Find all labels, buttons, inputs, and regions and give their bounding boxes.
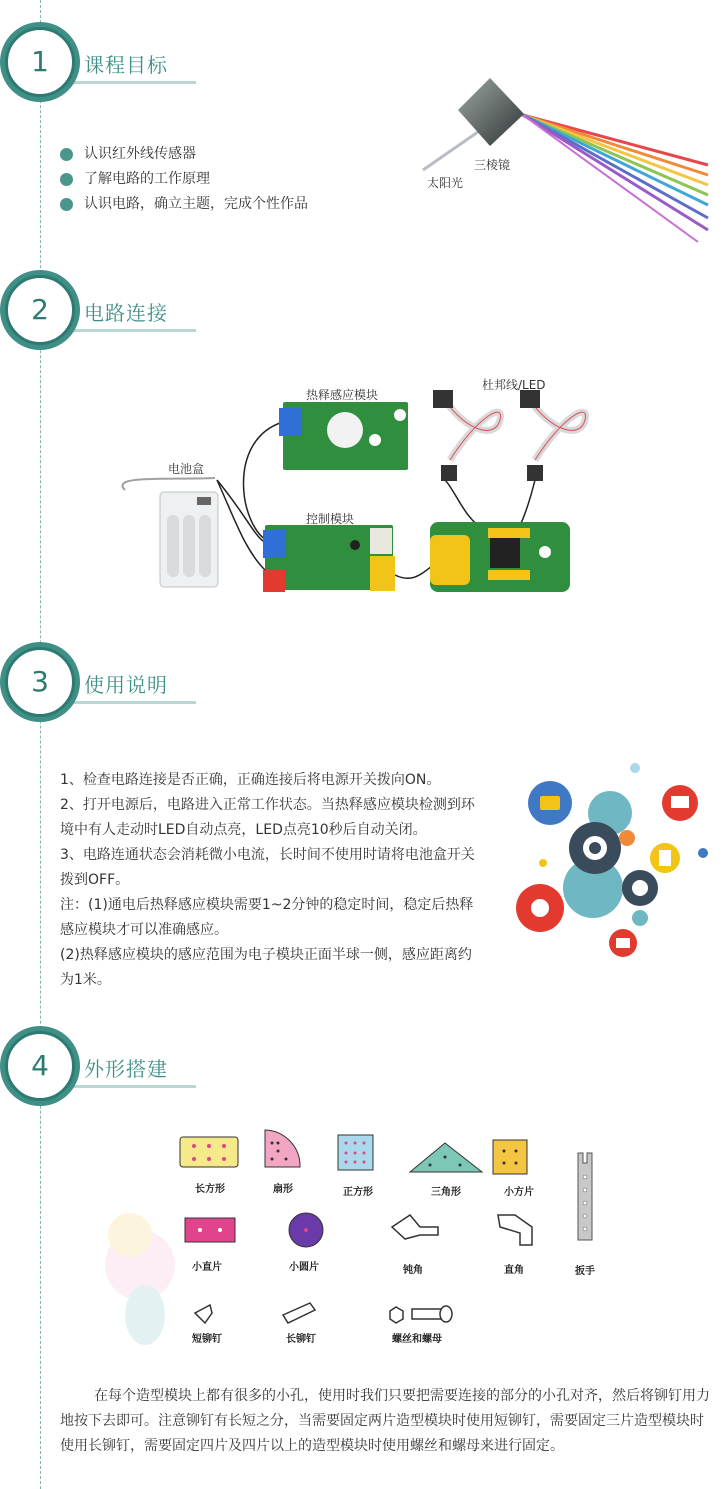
section-number: 2 <box>31 293 49 326</box>
section-title: 电路连接 <box>84 301 168 325</box>
section-header-3 <box>0 642 220 722</box>
usage-note: 注：(1)通电后热释感应模块需要1~2分钟的稳定时间，稳定后热释感应模块才可以准确感应。 <box>60 897 474 938</box>
small-square-piece <box>493 1140 527 1174</box>
right-angle-piece <box>498 1215 532 1245</box>
shape-label-strip: 小直片 <box>192 1262 222 1273</box>
usage-instructions <box>60 768 480 993</box>
usage-item: 1、检查电路连接是否正确，正确连接后将电源开关拨向ON。 <box>60 772 441 788</box>
shape-label-circle: 小圆片 <box>289 1262 319 1273</box>
gears-illustration <box>515 758 715 958</box>
shape-label-short-rivet: 短铆钉 <box>192 1334 222 1345</box>
nut-piece <box>390 1307 403 1323</box>
description-paragraph: 在每个造型模块上都有很多的小孔，使用时我们只要把需要连接的部分的小孔对齐，然后将铆钉用力地按下去即可。注意铆钉有长短之分，当需要固定两片造型模块时使用短铆钉，需要固定三片造型模块时使用长铆钉，需要固定四片及四片以上的造型模块时使用螺丝和螺母来进行固定。 <box>60 1388 710 1454</box>
battery-box-label: 电池盒 <box>168 462 205 476</box>
pir-module-label: 热释感应模块 <box>306 388 379 402</box>
shape-label-long-rivet: 长铆钉 <box>286 1334 316 1345</box>
shape-label-rect: 长方形 <box>195 1184 225 1195</box>
usage-note: (2)热释感应模块的感应范围为电子模块正面半球一侧，感应距离约为1米。 <box>60 947 472 988</box>
usage-item: 2、打开电源后，电路进入正常工作状态。当热释感应模块检测到环境中有人走动时LED自动点亮，LED点亮10秒后自动关闭。 <box>60 797 475 838</box>
usage-item: 3、电路连通状态会消耗微小电流，长时间不使用时请将电池盒开关拨到OFF。 <box>60 847 475 888</box>
prism-label: 三棱镜 <box>474 158 511 172</box>
shape-label-wrench: 扳手 <box>575 1266 595 1277</box>
shapes-illustration <box>100 1115 620 1350</box>
section-header-1 <box>0 22 220 102</box>
bullet-icon <box>60 173 73 186</box>
list-item: 认识电路，确立主题，完成个性作品 <box>60 192 308 217</box>
list-item: 了解电路的工作原理 <box>60 167 308 192</box>
dupont-label: 杜邦线/LED <box>482 378 546 392</box>
section-header-2 <box>0 270 220 350</box>
section-number: 1 <box>31 45 49 78</box>
section-title: 使用说明 <box>84 673 168 697</box>
shape-label-square: 正方形 <box>343 1187 373 1198</box>
section-number: 3 <box>31 665 49 698</box>
short-rivet-piece <box>195 1305 212 1323</box>
sector-piece <box>265 1130 300 1167</box>
shape-label-screw-nut: 螺丝和螺母 <box>392 1334 442 1345</box>
control-module-label: 控制模块 <box>306 512 355 526</box>
bullet-icon <box>60 198 73 211</box>
strip-piece <box>185 1218 235 1242</box>
section-number: 4 <box>31 1049 49 1082</box>
prism-illustration <box>418 70 718 250</box>
list-item: 认识红外线传感器 <box>60 142 308 167</box>
goal-list <box>60 142 308 217</box>
sunlight-label: 太阳光 <box>427 176 464 190</box>
circuit-diagram <box>105 380 615 600</box>
long-rivet-piece <box>283 1303 315 1323</box>
shape-label-sector: 扇形 <box>273 1184 293 1195</box>
section-title: 外形搭建 <box>84 1057 168 1081</box>
section-header-4 <box>0 1026 220 1106</box>
shape-label-triangle: 三角形 <box>431 1187 461 1198</box>
bullet-icon <box>60 148 73 161</box>
shape-label-small-square: 小方片 <box>504 1187 534 1198</box>
obtuse-piece <box>392 1215 438 1239</box>
rect-piece <box>180 1137 238 1167</box>
shape-label-right-angle: 直角 <box>504 1265 524 1276</box>
section-title: 课程目标 <box>84 53 168 77</box>
shape-label-obtuse: 钝角 <box>403 1265 423 1276</box>
timeline-dotted-line <box>40 0 41 1489</box>
screw-piece <box>412 1309 442 1319</box>
